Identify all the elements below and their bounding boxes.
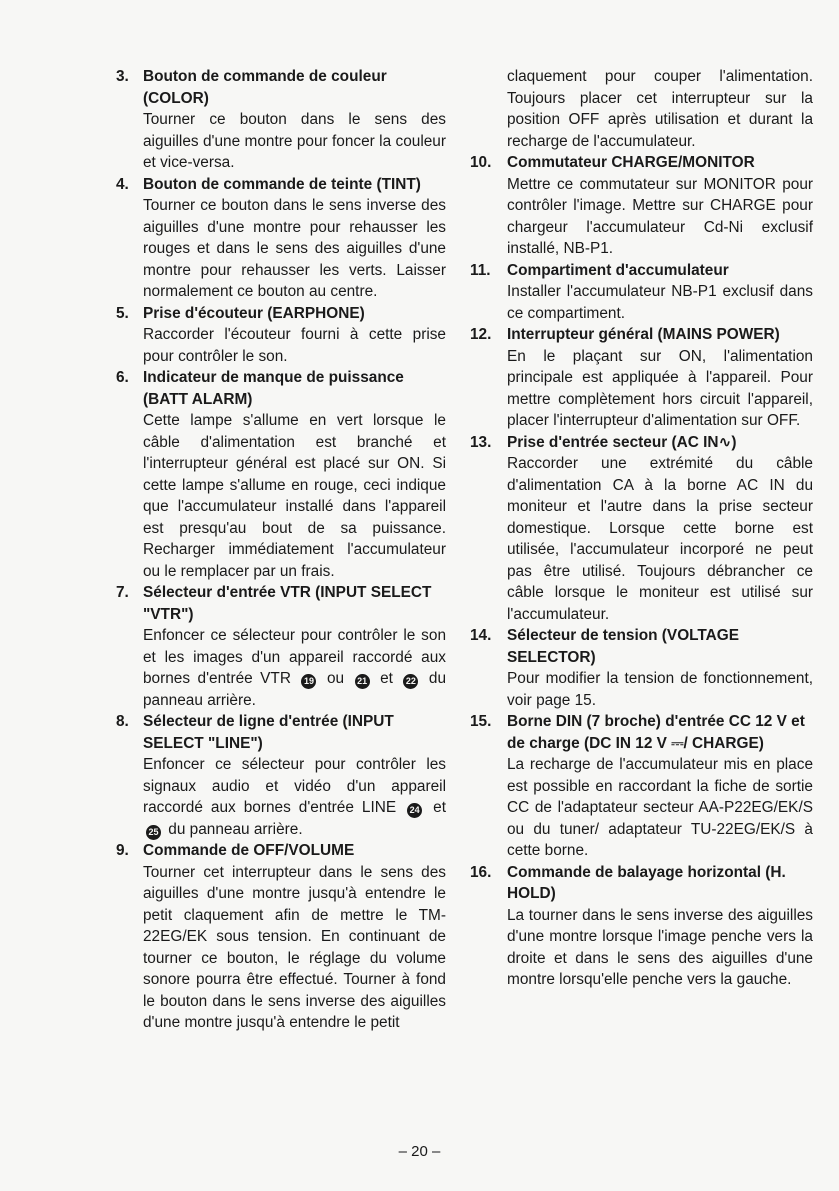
item-11	[470, 260, 813, 325]
item-9-continuation: claquement pour couper l'alimentation. Toujours placer cet interrupteur sur la position OFF après utilisation et durant la recharge de l'accumulateur.	[507, 68, 813, 150]
item-body-text: Enfoncer ce sélecteur pour contrôler les signaux audio et vidéo d'un appareil raccordé aux bornes d'entrée LINE	[143, 756, 446, 816]
item-15	[470, 711, 813, 862]
item-body: La tourner dans le sens inverse des aiguilles d'une montre lorsque l'image penche vers la droite et dans le sens des aiguilles d'une montre lorsqu'elle penche vers la gauche.	[507, 906, 813, 988]
item-body-text: Enfoncer ce sélecteur pour contrôler le son et les images d'un appareil raccordé aux bornes d'entrée VTR	[143, 627, 446, 687]
item-body: Cette lampe s'allume en vert lorsque le câble d'alimentation est branché et l'interrupteur général est placé sur ON. Si cette lampe s'allume en rouge, ceci indique que l'accumulateur installé dans l'appareil est presqu'au bout de sa puissance. Recharger immédiatement l'accumulateur ou le remplacer par un frais.	[143, 412, 446, 580]
item-number: 13.	[470, 433, 492, 451]
right-column	[470, 66, 813, 991]
item-body: Tourner ce bouton dans le sens des aiguilles d'une montre pour foncer la couleur et vice-versa.	[143, 111, 446, 171]
item-body: Pour modifier la tension de fonctionnement, voir page 15.	[507, 670, 813, 709]
item-number: 7.	[116, 584, 129, 601]
item-body: Raccorder l'écouteur fourni à cette prise pour contrôler le son.	[143, 326, 446, 365]
page-number: – 20 –	[398, 1143, 441, 1160]
reference-number-badge: 22	[403, 674, 418, 689]
item-title: Compartiment d'accumulateur	[507, 261, 729, 279]
item-16	[470, 862, 813, 991]
item-number: 12.	[470, 326, 492, 343]
item-number: 5.	[116, 304, 129, 322]
item-body: Tourner ce bouton dans le sens inverse des aiguilles d'une montre pour rehausser les rouges et dans le sens des aiguilles d'une montre pour rehausser les verts. Laisser normalement ce bouton au centre.	[143, 197, 446, 300]
item-body: Installer l'accumulateur NB-P1 exclusif dans ce compartiment.	[507, 283, 813, 322]
item-title: Commande de OFF/VOLUME	[143, 842, 355, 859]
item-number: 14.	[470, 627, 492, 644]
item-13	[470, 432, 813, 626]
item-title: Commande de balayage horizontal (H. HOLD)	[507, 863, 786, 902]
item-number: 10.	[470, 154, 492, 171]
item-number: 3.	[116, 68, 129, 85]
conjunction-text: et	[433, 799, 447, 816]
item-number: 4.	[116, 175, 129, 193]
item-title: Commutateur CHARGE/MONITOR	[507, 154, 755, 171]
item-body: Mettre ce commutateur sur MONITOR pour contrôler l'image. Mettre sur CHARGE pour chargeur l'accumulateur Cd-Ni exclusif installé, NB-P1.	[507, 175, 813, 257]
item-body	[143, 625, 446, 711]
item-title: Sélecteur d'entrée VTR (INPUT SELECT "VTR")	[143, 584, 432, 623]
item-title: Bouton de commande de couleur (COLOR)	[143, 68, 387, 107]
item-number: 16.	[470, 863, 492, 881]
item-5	[116, 303, 446, 368]
item-number: 11.	[470, 261, 491, 279]
conjunction-text: et	[380, 670, 393, 687]
item-body: La recharge de l'accumulateur mis en place est possible en raccordant la fiche de sortie CC de l'adaptateur secteur AA-P22EG/EK/S ou du tuner/ adaptateur TU-22EG/EK/S à cette borne.	[507, 756, 813, 859]
item-title: Interrupteur général (MAINS POWER)	[507, 326, 780, 343]
item-12	[470, 324, 813, 432]
item-10	[470, 152, 813, 260]
item-7	[116, 582, 446, 711]
item-title: Borne DIN (7 broche) d'entrée CC 12 V et de charge (DC IN 12 V ⎓/ CHARGE)	[507, 713, 805, 752]
reference-number-badge: 19	[301, 674, 316, 689]
item-title: Prise d'écouteur (EARPHONE)	[143, 304, 365, 322]
item-title: Indicateur de manque de puissance (BATT ALARM)	[143, 369, 404, 408]
item-4	[116, 174, 446, 303]
item-title: Sélecteur de tension (VOLTAGE SELECTOR)	[507, 627, 740, 666]
item-3	[116, 66, 446, 174]
reference-number-badge: 24	[407, 803, 422, 818]
item-9	[116, 840, 446, 1034]
item-6	[116, 367, 446, 582]
item-body-text: du panneau arrière.	[143, 670, 447, 709]
item-body: Raccorder une extrémité du câble d'alimentation CA à la borne AC IN du moniteur et l'autre dans la prise secteur domestique. Lorsque cette borne est utilisée, l'accumulateur incorporé ne peut pas être utilisé. Toujours débrancher ce câble lorsque le moniteur est utilisé sur l'accumulateur.	[507, 455, 813, 623]
reference-number-badge: 25	[146, 825, 161, 840]
item-14	[470, 625, 813, 711]
item-body-text: du panneau arrière.	[168, 820, 303, 838]
item-number: 9.	[116, 842, 129, 859]
item-body	[143, 754, 446, 840]
item-number: 8.	[116, 713, 129, 730]
reference-number-badge: 21	[355, 674, 370, 689]
item-number: 15.	[470, 713, 492, 730]
item-number: 6.	[116, 369, 129, 386]
item-body: Tourner cet interrupteur dans le sens des aiguilles d'une montre jusqu'à entendre le petit claquement afin de mettre le TM-22EG/EK sous tension. En continuant de tourner ce bouton, le réglage du volume sonore pourra être effectué. Tourner à fond le bouton dans le sens inverse des aiguilles d'une montre jusqu'à entendre le petit	[143, 863, 446, 1031]
item-title: Bouton de commande de teinte (TINT)	[143, 175, 421, 193]
item-title: Sélecteur de ligne d'entrée (INPUT SELECT "LINE")	[143, 713, 394, 752]
item-title: Prise d'entrée secteur (AC IN∿)	[507, 433, 737, 451]
conjunction-text: ou	[326, 670, 345, 687]
left-column	[116, 66, 446, 1034]
item-8	[116, 711, 446, 840]
item-body: En le plaçant sur ON, l'alimentation principale est appliquée à l'appareil. Pour mettre complètement hors circuit l'appareil, placer l'interrupteur d'alimentation sur OFF.	[507, 347, 813, 429]
